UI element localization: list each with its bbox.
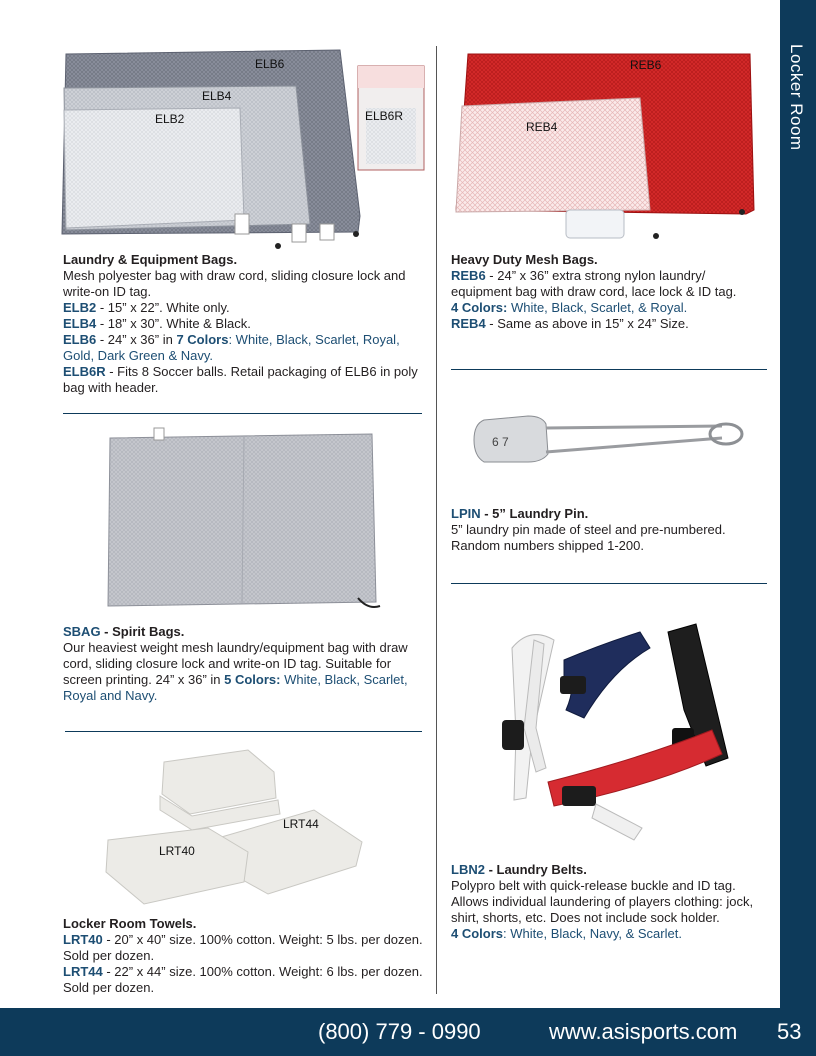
- spirit-bags-desc-line: [63, 640, 425, 704]
- laundry-bags-title: Laundry & Equipment Bags.: [63, 252, 238, 267]
- product-line-reb6: [451, 268, 769, 300]
- section-rule: [451, 583, 767, 584]
- spirit-bag-photo: [96, 422, 396, 622]
- laundry-pin-desc: 5” laundry pin made of steel and pre-numbered. Random numbers shipped 1-200.: [451, 522, 726, 553]
- towels-text: [63, 916, 425, 996]
- product-spec: - 24” x 36” extra strong nylon laundry/ equipment bag with draw cord, lace lock & ID tag.: [451, 268, 737, 299]
- colors-list: White, Black, Scarlet, & Royal.: [507, 300, 688, 315]
- product-spec: - 24” x 36” in: [96, 332, 177, 347]
- footer-website: www.asisports.com: [549, 1019, 738, 1044]
- colors-label: 4 Colors:: [451, 300, 508, 315]
- spirit-bags-title: - Spirit Bags.: [100, 624, 185, 639]
- label-elb2: ELB2: [155, 112, 185, 126]
- laundry-pin-title: - 5” Laundry Pin.: [480, 506, 589, 521]
- product-code: LPIN: [451, 506, 481, 521]
- spirit-bags-text: [63, 624, 425, 704]
- label-reb6: REB6: [630, 58, 662, 72]
- product-code: LRT40: [63, 932, 103, 947]
- colors-line: [451, 300, 769, 316]
- product-spec: - 15” x 22”. White only.: [96, 300, 230, 315]
- label-lrt44: LRT44: [283, 817, 319, 831]
- product-spec: - Same as above in 15” x 24” Size.: [485, 316, 689, 331]
- section-rule: [451, 369, 767, 370]
- section-tab: [780, 0, 816, 1008]
- product-code: REB4: [451, 316, 486, 331]
- laundry-pin-text: [451, 506, 769, 554]
- laundry-belts-text: [451, 862, 769, 942]
- product-code: SBAG: [63, 624, 101, 639]
- product-line-reb4: [451, 316, 769, 332]
- laundry-belts-photo: [492, 618, 748, 846]
- product-line-lrt44: [63, 964, 425, 996]
- spirit-bags-title-line: [63, 624, 425, 640]
- colors-label: 4 Colors: [451, 926, 504, 941]
- mesh-bags-title: Heavy Duty Mesh Bags.: [451, 252, 598, 267]
- laundry-bags-photo: [58, 48, 430, 250]
- product-line-elb4: [63, 316, 425, 332]
- product-code: REB6: [451, 268, 486, 283]
- section-rule: [63, 413, 422, 414]
- label-elb6: ELB6: [255, 57, 285, 71]
- product-code: ELB6: [63, 332, 97, 347]
- laundry-belts-title: - Laundry Belts.: [484, 862, 587, 877]
- mesh-bags-photo: [450, 50, 762, 246]
- label-elb6r: ELB6R: [365, 109, 404, 123]
- spirit-bags-desc: Our heaviest weight mesh laundry/equipment bag with draw cord, sliding closure lock and write-on ID tag. Suitable for screen printing. 24” x 36” in: [63, 640, 408, 687]
- label-lrt40: LRT40: [159, 844, 195, 858]
- towels-photo: [100, 744, 390, 914]
- footer-phone: (800) 779 - 0990: [318, 1019, 481, 1044]
- product-line-elb2: [63, 300, 425, 316]
- mesh-bags-text: [451, 252, 769, 332]
- laundry-pin-photo: [462, 390, 752, 494]
- column-divider: [436, 46, 437, 994]
- colors-list: : White, Black, Navy, & Scarlet.: [503, 926, 682, 941]
- product-line-elb6: [63, 332, 425, 364]
- pin-number: 6 7: [492, 435, 509, 449]
- product-spec: - 22” x 44” size. 100% cotton. Weight: 6 lbs. per dozen. Sold per dozen.: [63, 964, 423, 995]
- towels-title: Locker Room Towels.: [63, 916, 197, 931]
- laundry-pin-title-line: [451, 506, 769, 522]
- product-code: LRT44: [63, 964, 103, 979]
- colors-list: : White, Black, Scarlet, Royal, Gold, Dark Green & Navy.: [63, 332, 400, 363]
- colors-label: 5 Colors:: [224, 672, 281, 687]
- laundry-bags-text: [63, 252, 425, 396]
- product-line-elb6r: [63, 364, 425, 396]
- page-footer: [0, 1008, 816, 1056]
- product-spec: - 20” x 40” size. 100% cotton. Weight: 5 lbs. per dozen. Sold per dozen.: [63, 932, 423, 963]
- label-elb4: ELB4: [202, 89, 232, 103]
- product-code: ELB6R: [63, 364, 106, 379]
- colors-label: 7 Colors: [176, 332, 229, 347]
- product-spec: - 18” x 30”. White & Black.: [96, 316, 251, 331]
- colors-line: [451, 926, 769, 942]
- laundry-bags-desc: Mesh polyester bag with draw cord, sliding closure lock and write-on ID tag.: [63, 268, 406, 299]
- page-number: 53: [777, 1019, 802, 1044]
- product-code: ELB2: [63, 300, 97, 315]
- label-reb4: REB4: [526, 120, 558, 134]
- colors-list: White, Black, Scarlet, Royal and Navy.: [63, 672, 408, 703]
- product-spec: - Fits 8 Soccer balls. Retail packaging of ELB6 in poly bag with header.: [63, 364, 418, 395]
- product-line-lrt40: [63, 932, 425, 964]
- section-rule: [65, 731, 422, 732]
- laundry-belts-title-line: [451, 862, 769, 878]
- laundry-belts-desc: Polypro belt with quick-release buckle and ID tag. Allows individual laundering of players clothing: jock, shirt, shorts, etc. Does not include sock holder.: [451, 878, 754, 925]
- section-tab-label: Locker Room: [787, 44, 806, 151]
- product-code: LBN2: [451, 862, 485, 877]
- product-code: ELB4: [63, 316, 97, 331]
